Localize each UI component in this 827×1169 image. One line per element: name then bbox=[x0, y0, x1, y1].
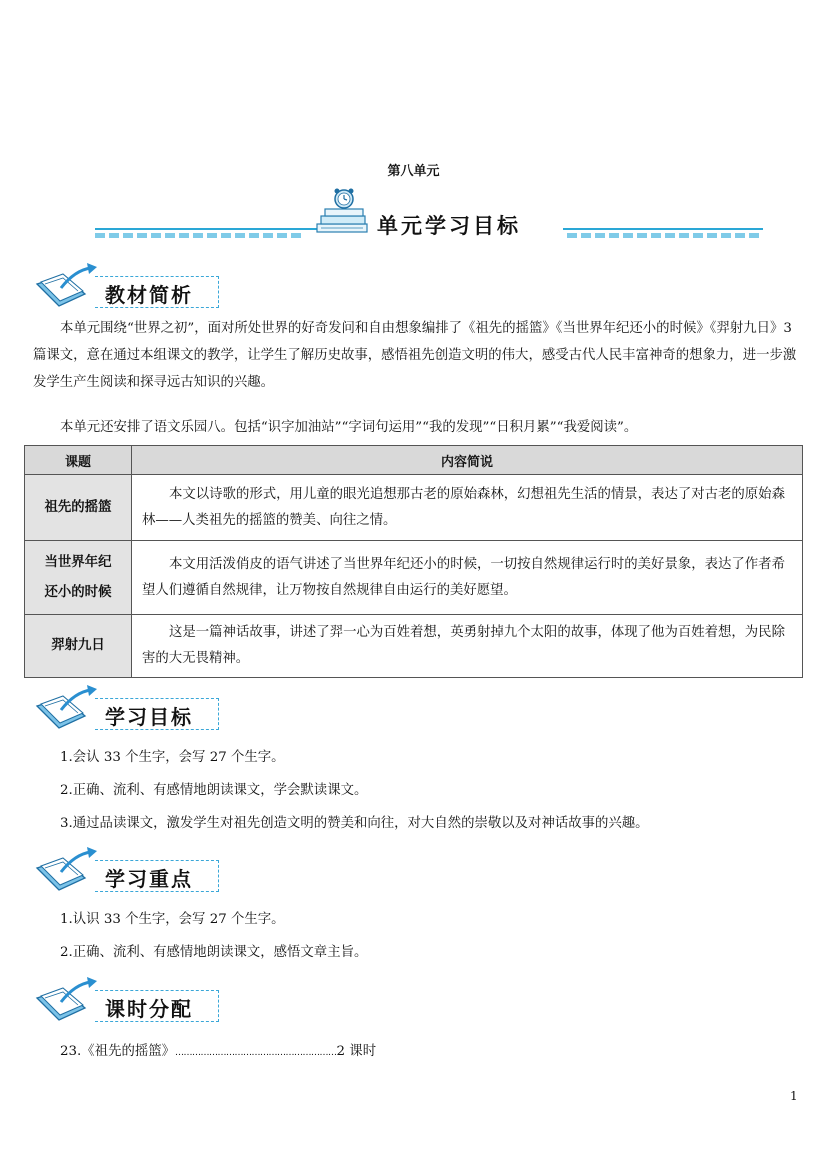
section-title-goals: 学习目标 bbox=[105, 705, 193, 729]
topic-line-2: 还小的时候 bbox=[44, 584, 112, 600]
table-row bbox=[25, 475, 803, 541]
banner-dash-right bbox=[553, 233, 763, 238]
goal-item-1: 1.会认 33 个生字，会写 27 个生字。 bbox=[60, 750, 285, 765]
table-header-row bbox=[25, 446, 803, 475]
section-title-keypoints: 学习重点 bbox=[105, 867, 193, 891]
book-arrow-icon bbox=[33, 262, 103, 310]
schedule-line bbox=[60, 1040, 376, 1059]
table-row bbox=[25, 541, 803, 615]
table-cell-topic: 羿射九日 bbox=[25, 615, 132, 678]
topic-line-1: 当世界年纪 bbox=[44, 554, 112, 570]
goal-item-2: 2.正确、流利、有感情地朗读课文，学会默读课文。 bbox=[60, 783, 368, 798]
lesson-summary-table bbox=[24, 445, 803, 678]
book-arrow-icon bbox=[33, 846, 103, 894]
section-title-intro: 教材简析 bbox=[105, 283, 193, 307]
banner-title: 单元学习目标 bbox=[377, 214, 521, 238]
table-header-desc: 内容简说 bbox=[132, 446, 803, 475]
table-cell-desc: 本文用活泼俏皮的语气讲述了当世界年纪还小的时候，一切按自然规律运行时的美好景象，表达了作者希望人们遵循自然规律，让万物按自然规律自由运行的美好愿望。 bbox=[132, 541, 803, 615]
unit-goals-banner bbox=[95, 188, 763, 244]
section-header-goals bbox=[33, 684, 233, 732]
goal-item-3: 3.通过品读课文，激发学生对祖先创造文明的赞美和向往，对大自然的崇敬以及对神话故事的兴趣。 bbox=[60, 816, 649, 831]
book-arrow-icon bbox=[33, 684, 103, 732]
unit-title: 第八单元 bbox=[387, 164, 440, 179]
banner-dash-left bbox=[95, 233, 305, 238]
section-title-schedule: 课时分配 bbox=[105, 997, 193, 1021]
schedule-lesson: 23.《祖先的摇篮》 bbox=[60, 1044, 176, 1059]
books-clock-icon bbox=[313, 188, 373, 240]
schedule-leader-dots: ………………………………………………… bbox=[175, 1048, 337, 1058]
table-cell-topic bbox=[25, 541, 132, 615]
keypoint-item-1: 1.认识 33 个生字，会写 27 个生字。 bbox=[60, 912, 285, 927]
section-header-schedule bbox=[33, 976, 233, 1024]
intro-paragraph-2: 本单元还安排了语文乐园八。包括“识字加油站”“字词句运用”“我的发现”“日积月累”“我爱阅读”。 bbox=[60, 420, 638, 435]
table-cell-topic: 祖先的摇篮 bbox=[25, 475, 132, 541]
page-number: 1 bbox=[790, 1089, 798, 1103]
keypoint-item-2: 2.正确、流利、有感情地朗读课文，感悟文章主旨。 bbox=[60, 945, 368, 960]
table-row bbox=[25, 615, 803, 678]
schedule-hours: 2 课时 bbox=[336, 1044, 377, 1059]
section-header-intro bbox=[33, 262, 233, 310]
section-header-keypoints bbox=[33, 846, 233, 894]
table-cell-desc: 这是一篇神话故事，讲述了羿一心为百姓着想，英勇射掉九个太阳的故事，体现了他为百姓着想，为民除害的大无畏精神。 bbox=[132, 615, 803, 678]
table-cell-desc: 本文以诗歌的形式，用儿童的眼光追想那古老的原始森林，幻想祖先生活的情景，表达了对古老的原始森林——人类祖先的摇篮的赞美、向往之情。 bbox=[132, 475, 803, 541]
book-arrow-icon bbox=[33, 976, 103, 1024]
table-header-topic: 课题 bbox=[25, 446, 132, 475]
intro-paragraph-1: 本单元围绕“世界之初”，面对所处世界的好奇发问和自由想象编排了《祖先的摇篮》《当世界年纪还小的时候》《羿射九日》3篇课文，意在通过本组课文的教学，让学生了解历史故事，感悟祖先创造文明的伟大，感受古代人民丰富神奇的想象力，进一步激发学生产生阅读和探寻远古知识的兴趣。 bbox=[33, 321, 797, 390]
